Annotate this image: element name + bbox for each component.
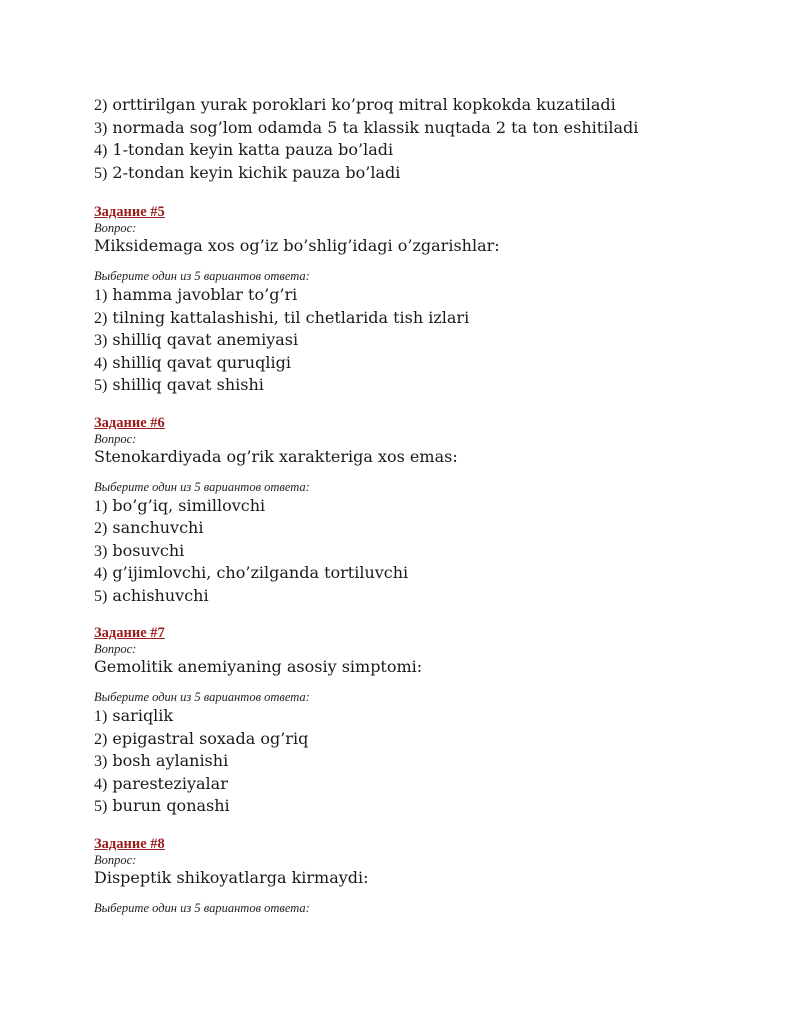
option-item: [94, 517, 754, 540]
option-item: [94, 162, 754, 185]
option-item: [94, 562, 754, 585]
option-text: bosuvchi: [112, 540, 185, 560]
option-item: [94, 495, 754, 518]
option-number: 2): [94, 97, 108, 114]
option-item: [94, 540, 754, 563]
option-number: 2): [94, 520, 108, 537]
answers-label: Выберите один из 5 вариантов ответа:: [94, 269, 310, 283]
option-text: shilliq qavat quruqligi: [112, 352, 291, 372]
option-item: [94, 284, 754, 307]
answers-label: Выберите один из 5 вариантов ответа:: [94, 479, 310, 494]
options-list: [94, 705, 754, 818]
option-number: 4): [94, 775, 108, 793]
option-text: bosh aylanishi: [112, 751, 229, 770]
option-number: 5): [94, 164, 108, 182]
option-text: 2-tondan keyin kichik pauza bo’ladi: [112, 162, 401, 182]
question-label: Вопрос:: [94, 431, 137, 446]
option-number: 4): [94, 142, 108, 159]
question-text: Gemolitik anemiyaning asosiy simptomi:: [94, 657, 423, 676]
option-item: [94, 795, 754, 818]
option-item: [94, 329, 754, 352]
option-number: 5): [94, 587, 108, 605]
option-text: g’ijimlovchi, cho’zilganda tortiluvchi: [112, 563, 409, 582]
option-text: normada sog’lom odamda 5 ta klassik nuqtada 2 ta ton eshitiladi: [112, 117, 639, 137]
option-text: hamma javoblar to’g’ri: [112, 285, 298, 304]
task-7: [94, 624, 754, 818]
option-item: [94, 374, 754, 397]
document-content: [94, 94, 754, 916]
answers-label: Выберите один из 5 вариантов ответа:: [94, 690, 310, 704]
option-text: sariqlik: [112, 706, 174, 725]
option-text: shilliq qavat shishi: [112, 375, 264, 394]
task-6: [94, 414, 754, 608]
option-text: 1-tondan keyin katta pauza bo’ladi: [112, 140, 394, 159]
option-number: 5): [94, 798, 108, 815]
option-text: tilning kattalashishi, til chetlarida tish izlari: [112, 307, 470, 327]
option-text: paresteziyalar: [112, 773, 228, 793]
answers-label: Выберите один из 5 вариантов ответа:: [94, 900, 310, 915]
option-item: [94, 139, 754, 162]
option-text: sanchuvchi: [112, 518, 204, 537]
option-number: 3): [94, 119, 108, 137]
option-text: shilliq qavat anemiyasi: [112, 330, 299, 349]
task-title: Задание #7: [94, 625, 165, 641]
option-number: 2): [94, 309, 108, 327]
question-text: Miksidemaga xos og’iz bo’shlig’idagi o’zgarishlar:: [94, 236, 500, 255]
previous-task-options: [94, 94, 754, 184]
option-text: achishuvchi: [112, 585, 209, 605]
option-number: 1): [94, 497, 108, 515]
option-text: orttirilgan yurak poroklari ko’proq mitral kopkokda kuzatiladi: [112, 95, 616, 114]
option-item: [94, 705, 754, 728]
option-number: 3): [94, 542, 108, 560]
option-item: [94, 728, 754, 751]
option-item: [94, 117, 754, 140]
option-number: 2): [94, 730, 108, 748]
option-text: epigastral soxada og’riq: [112, 728, 309, 748]
question-text: Dispeptik shikoyatlarga kirmaydi:: [94, 867, 369, 887]
option-item: [94, 585, 754, 608]
task-8: [94, 835, 754, 916]
task-5: [94, 203, 754, 397]
task-title: Задание #5: [94, 204, 165, 220]
option-number: 5): [94, 377, 108, 394]
option-number: 3): [94, 332, 108, 349]
option-number: 4): [94, 354, 108, 372]
option-text: burun qonashi: [112, 796, 230, 815]
task-title: Задание #8: [94, 835, 165, 852]
option-item: [94, 352, 754, 375]
option-number: 1): [94, 287, 108, 304]
option-item: [94, 750, 754, 773]
options-list: [94, 495, 754, 608]
options-list: [94, 284, 754, 397]
question-label: Вопрос:: [94, 852, 137, 867]
option-text: bo’g’iq, simillovchi: [112, 495, 266, 515]
question-text: Stenokardiyada og’rik xarakteriga xos emas:: [94, 446, 458, 466]
option-item: [94, 94, 754, 117]
option-number: 3): [94, 753, 108, 770]
question-label: Вопрос:: [94, 221, 137, 235]
option-item: [94, 773, 754, 796]
option-number: 1): [94, 708, 108, 725]
question-label: Вопрос:: [94, 642, 137, 656]
task-title: Задание #6: [94, 414, 165, 431]
option-item: [94, 307, 754, 330]
option-number: 4): [94, 565, 108, 582]
